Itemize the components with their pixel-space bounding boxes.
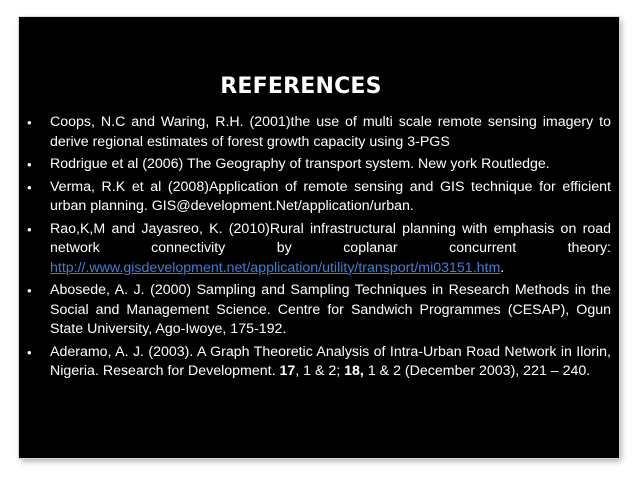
bullet-icon: • [27,115,32,130]
reference-url-link[interactable]: http://.www.gisdevelopment.net/application/utility/transport/mi03151.htm [50,259,501,276]
bullet-icon: • [27,283,32,298]
reference-list [25,113,611,385]
reference-text: Coops, N.C and Waring, R.H. (2001)the use of multi scale remote sensing imagery to derive regional estimates of forest growth capacity using 3-PGS [50,114,611,150]
reference-text: Verma, R.K et al (2008)Application of remote sensing and GIS technique for efficient urban planning. GIS@development.Net/application/urban. [50,178,611,214]
reference-item-aderamo [25,343,611,382]
reference-item-rodrigue [25,155,611,175]
bullet-icon: • [27,157,32,172]
reference-item-verma [25,178,611,217]
reference-text: 1 & 2 (December 2003), 221 – 240. [363,363,591,379]
reference-item-rao [25,220,611,279]
reference-item-coops [25,113,611,152]
reference-text: Rao,K,M and Jayasreo, K. (2010)Rural infrastructural planning with emphasis on road network connectivity by coplanar concurrent theory: [50,220,611,256]
bullet-icon: • [27,179,32,195]
volume-number: 18, [344,363,364,379]
reference-text: Abosede, A. J. (2000) Sampling and Sampling Techniques in Research Methods in the Social and Management Science. Centre for Sandwich Programmes (CESAP), Ogun State University, Ago-Iwoye, 175-192. [50,282,611,337]
slide [19,17,619,458]
reference-item-abosede [25,281,611,340]
reference-text: , 1 & 2; [295,363,345,379]
slide-title: REFERENCES [220,74,382,99]
reference-text-end: . [500,259,505,276]
reference-text: Rodrigue et al (2006) The Geography of transport system. New york Routledge. [50,156,550,172]
bullet-icon: • [27,221,32,237]
volume-number: 17 [279,363,296,379]
bullet-icon: • [27,344,32,360]
reference-text: Aderamo, A. J. (2003). A Graph Theoretic Analysis of Intra-Urban Road Network in Ilorin, Nigeria. Research for Development. [50,343,611,379]
